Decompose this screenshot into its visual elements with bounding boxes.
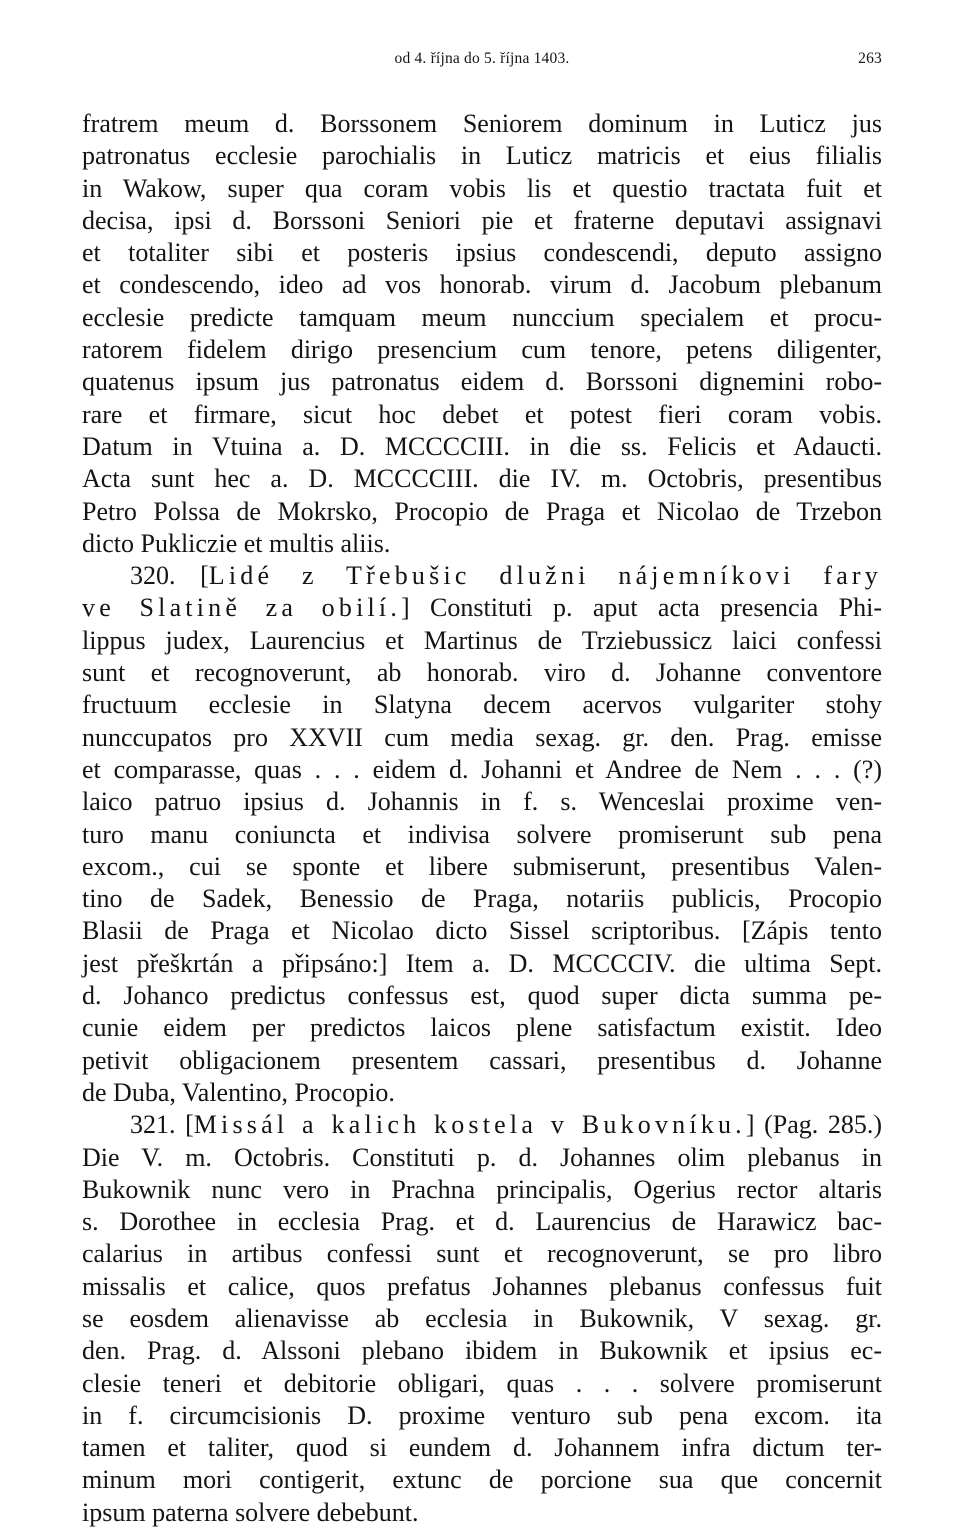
entry-heading-320 xyxy=(82,560,882,592)
text-line: clesie teneri et debitorie obligari, quas . . . solvere promiserunt xyxy=(82,1368,882,1398)
text-line: jest přeškrtán a připsáno:] Item a. D. MCCCCIV. die ultima Sept. xyxy=(82,948,882,978)
text-line: tino de Sadek, Benessio de Praga, notariis publicis, Procopio xyxy=(82,884,882,914)
text-line xyxy=(82,592,882,624)
text-line: laico patruo ipsius d. Johannis in f. s. Wenceslai proxime ven- xyxy=(82,787,882,817)
text-line: Die V. m. Octobris. Constituti p. d. Johannes olim plebanus in xyxy=(82,1142,882,1172)
text-line: decisa, ipsi d. Borssoni Seniori pie et fraterne deputavi assignavi xyxy=(82,205,882,235)
entry-number: 321. [ xyxy=(130,1110,194,1140)
text-line: fructuum ecclesie in Slatyna decem acervos vulgariter stohy xyxy=(82,690,882,720)
text-line: Acta sunt hec a. D. MCCCCIII. die IV. m. Octobris, presentibus xyxy=(82,464,882,494)
text-line: ratorem fidelem dirigo presencium cum tenore, petens diligenter, xyxy=(82,335,882,365)
entry-title-continued: ve Slatině za obilí. xyxy=(82,593,402,623)
text-line: et comparasse, quas . . . eidem d. Johanni et Andree de Nem . . . (?) xyxy=(82,754,882,784)
text-line: turo manu coniuncta et indivisa solvere promiserunt sub pena xyxy=(82,819,882,849)
entry-number: 320. [ xyxy=(130,561,209,591)
entry-heading-321 xyxy=(82,1109,882,1141)
text-line: minum mori contigerit, extunc de porcione sua que concernit xyxy=(82,1465,882,1495)
text-line: quatenus ipsum jus patronatus eidem d. Borssoni dignemini robo- xyxy=(82,367,882,397)
text-line: den. Prag. d. Alssoni plebano ibidem in Bukownik et ipsius ec- xyxy=(82,1336,882,1366)
text-line: in Wakow, super qua coram vobis lis et questio tractata fuit et xyxy=(82,173,882,203)
text-line: de Duba, Valentino, Procopio. xyxy=(82,1077,395,1107)
text-line: excom., cui se sponte et libere submiserunt, presentibus Valen- xyxy=(82,851,882,881)
text-line: in f. circumcisionis D. proxime venturo sub pena excom. ita xyxy=(82,1400,882,1430)
text-line: Petro Polssa de Mokrsko, Procopio de Praga et Nicolao de Trzebon xyxy=(82,496,882,526)
text-line: et totaliter sibi et posteris ipsius condescendi, deputo assigno xyxy=(82,238,882,268)
page-number: 263 xyxy=(858,50,882,67)
text-line: Bukownik nunc vero in Prachna principalis, Ogerius rector altaris xyxy=(82,1174,882,1204)
entry-text: ] Constituti p. aput acta presencia Phi- xyxy=(401,593,882,623)
text-line: se eosdem alienavisse ab ecclesia in Bukownik, V sexag. gr. xyxy=(82,1303,882,1333)
text-line: s. Dorothee in ecclesia Prag. et d. Laurencius de Harawicz bac- xyxy=(82,1207,882,1237)
entry-title: Lidé z Třebušic dlužni nájemníkovi fary xyxy=(208,561,882,591)
text-line: Datum in Vtuina a. D. MCCCCIII. in die ss. Felicis et Adaucti. xyxy=(82,431,882,461)
running-head xyxy=(82,44,882,74)
text-line: tamen et taliter, quod si eundem d. Johannem infra dictum ter- xyxy=(82,1433,882,1463)
running-title: od 4. října do 5. října 1403. xyxy=(394,50,570,67)
text-line: patronatus ecclesie parochialis in Luticz matricis et eius filialis xyxy=(82,141,882,171)
text-line: petivit obligacionem presentem cassari, presentibus d. Johanne xyxy=(82,1045,882,1075)
text-line: d. Johanco predictus confessus est, quod super dicta summa pe- xyxy=(82,981,882,1011)
text-line: calarius in artibus confessi sunt et recognoverunt, se pro libro xyxy=(82,1239,882,1269)
body-text xyxy=(82,108,882,1529)
text-line: lippus judex, Laurencius et Martinus de Trziebussicz laici confessi xyxy=(82,625,882,655)
text-line: missalis et calice, quos prefatus Johannes plebanus confessus fuit xyxy=(82,1271,882,1301)
text-line: ipsum paterna solvere debebunt. xyxy=(82,1497,419,1527)
entry-page-ref: ] (Pag. 285.) xyxy=(745,1110,882,1140)
text-line: fratrem meum d. Borssonem Seniorem dominum in Luticz jus xyxy=(82,109,882,138)
text-line: Blasii de Praga et Nicolao dicto Sissel scriptoribus. [Zápis tento xyxy=(82,916,882,946)
text-line: rare et firmare, sicut hoc debet et potest fieri coram vobis. xyxy=(82,399,882,429)
entry-title: Missál a kalich kostela v Bukovníku. xyxy=(193,1110,746,1140)
text-line: nunccupatos pro XXVII cum media sexag. gr. den. Prag. emisse xyxy=(82,722,882,752)
text-line: sunt et recognoverunt, ab honorab. viro d. Johanne conventore xyxy=(82,658,882,688)
text-line: cunie eidem per predictos laicos plene satisfactum existit. Ideo xyxy=(82,1013,882,1043)
text-line: ecclesie predicte tamquam meum nunccium specialem et procu- xyxy=(82,302,882,332)
text-line: dicto Pukliczie et multis aliis. xyxy=(82,528,391,558)
text-line: et condescendo, ideo ad vos honorab. virum d. Jacobum plebanum xyxy=(82,270,882,300)
